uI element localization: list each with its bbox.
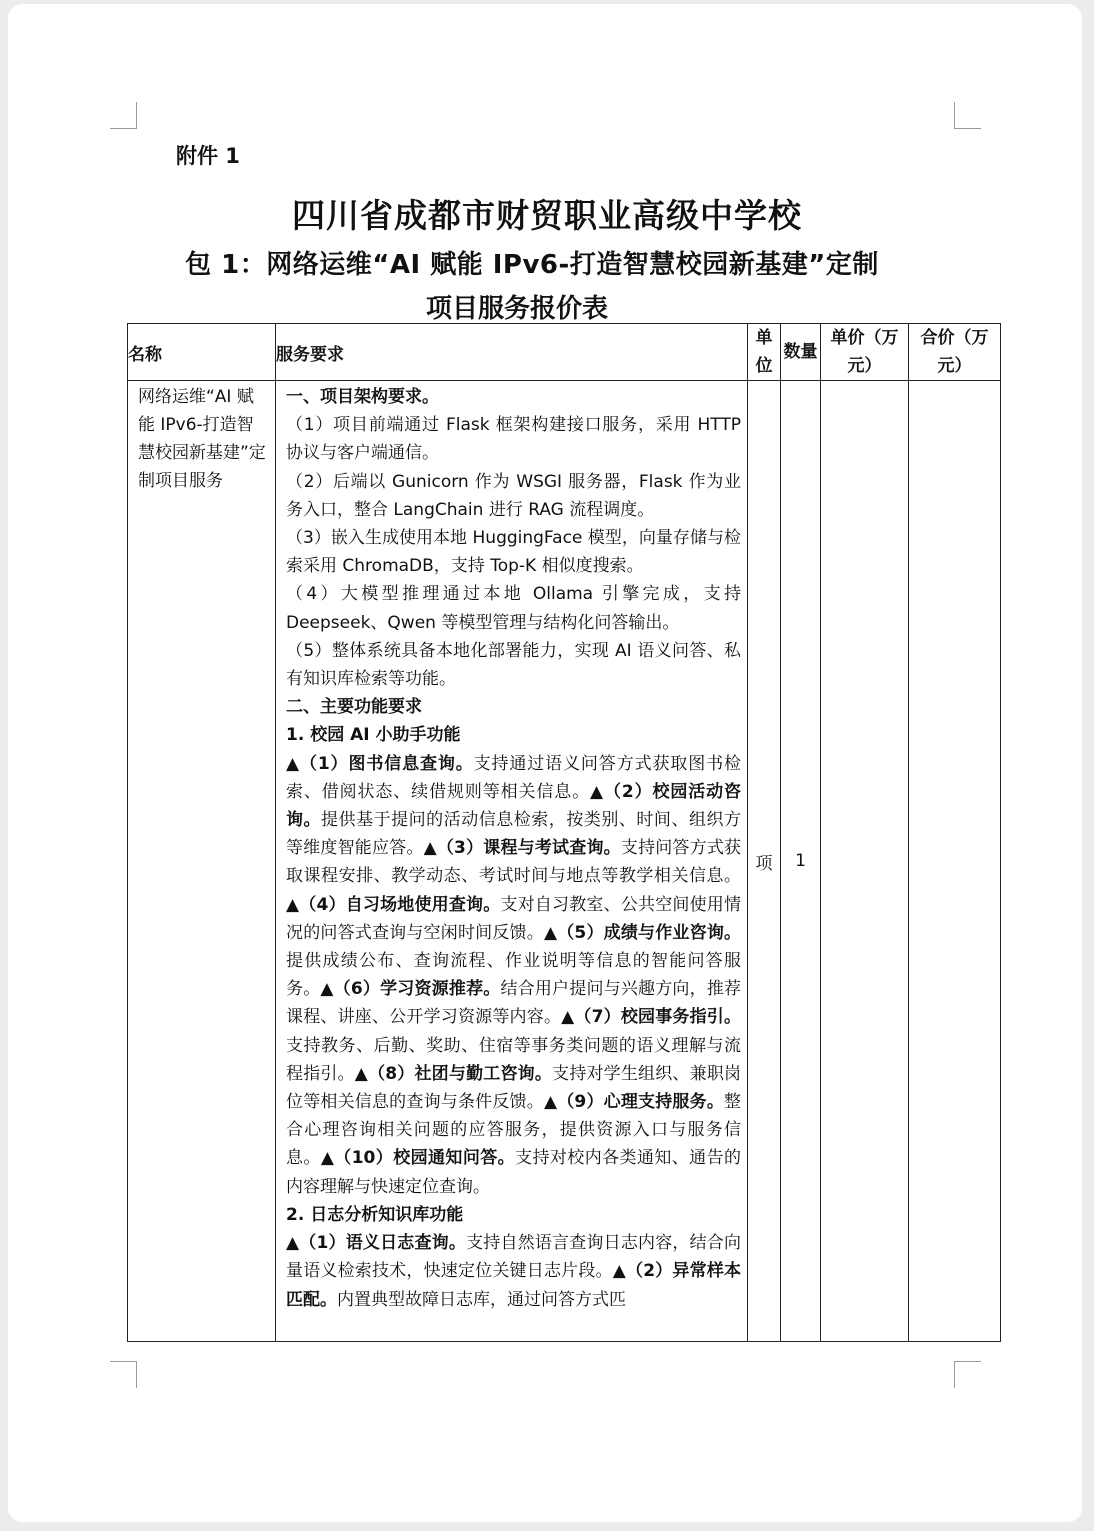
feature-name: 社团与勤工咨询。 (414, 1063, 553, 1084)
subsection-1-title: 1. 校园 AI 小助手功能 (286, 725, 461, 746)
header-unit: 单位 (748, 324, 781, 381)
table-header-row (128, 324, 1001, 381)
header-unit-price: 单价（万元） (821, 324, 909, 381)
feature-marker: ▲（7） (561, 1007, 621, 1028)
feature-name: 图书信息查询。 (348, 753, 474, 774)
feature-name: 学习资源推荐。 (380, 979, 501, 1000)
list-item: （3）嵌入生成使用本地 HuggingFace 模型，向量存储与检索采用 ChromaDB，支持 Top-K 相似度搜索。 (286, 528, 741, 577)
feature-marker: ▲（2） (612, 1261, 673, 1282)
feature-name: 语义日志查询。 (345, 1233, 467, 1254)
feature-name: 课程与考试查询。 (483, 838, 621, 859)
list-item: （2）后端以 Gunicorn 作为 WSGI 服务器，Flask 作为业务入口，整合 LangChain 进行 RAG 流程调度。 (286, 471, 741, 520)
document-title: 四川省成都市财贸职业高级中学校 (292, 196, 802, 235)
feature-marker: ▲（4） (286, 894, 346, 915)
list-item: （1）项目前端通过 Flask 框架构建接口服务，采用 HTTP 协议与客户端通信。 (286, 415, 741, 464)
feature-description: 支持对校内各类通知、通告的内容理解与快速定位查询。 (286, 1148, 742, 1197)
cell-unit-price (821, 381, 909, 1342)
feature-description: 支持教务、后勤、奖助、住宿等事务类问题的语义理解与流程指引。 (286, 1035, 741, 1084)
cell-quantity: 1 (781, 381, 821, 1342)
feature-marker: ▲（9） (543, 1092, 604, 1113)
feature-marker: ▲（6） (320, 979, 381, 1000)
feature-name: 异常样本匹配。 (286, 1261, 742, 1310)
header-name: 名称 (128, 324, 276, 381)
crop-mark-top-left (110, 102, 137, 129)
feature-name: 校园事务指引。 (620, 1007, 742, 1028)
list-item: （4）大模型推理通过本地 Ollama 引擎完成，支持 Deepseek、Qwen 等模型管理与结构化问答输出。 (286, 584, 741, 633)
header-requirements: 服务要求 (276, 324, 748, 381)
feature-marker: ▲（8） (354, 1063, 415, 1084)
feature-description: 内置典型故障日志库，通过问答方式匹 (337, 1289, 626, 1310)
attachment-label: 附件 1 (176, 144, 240, 168)
crop-mark-top-right (954, 102, 981, 129)
section-1-title: 一、项目架构要求。 (286, 387, 439, 407)
quotation-table (127, 323, 1001, 1342)
section-2-title: 二、主要功能要求 (286, 697, 422, 718)
subsection-2-features (286, 1229, 741, 1314)
cell-total-price (909, 381, 1001, 1342)
feature-marker: ▲（10） (320, 1148, 394, 1169)
feature-name: 成绩与作业咨询。 (603, 922, 742, 943)
document-subtitle: 包 1：网络运维“AI 赋能 IPv6-打造智慧校园新基建”定制 (185, 250, 879, 280)
feature-description: 支持对学生组织、兼职岗位等相关信息的查询与条件反馈。 (286, 1063, 742, 1113)
feature-description: 支持通过语义问答方式获取图书检索、借阅状态、续借规则等相关信息。 (286, 753, 741, 802)
feature-marker: ▲（2） (590, 781, 653, 802)
feature-name: 校园活动咨询。 (286, 781, 742, 831)
feature-description: 提供基于提问的活动信息检索，按类别、时间、组织方等维度智能应答。 (286, 810, 742, 859)
feature-marker: ▲（3） (423, 838, 484, 859)
feature-marker: ▲（1） (286, 753, 349, 774)
feature-name: 心理支持服务。 (603, 1092, 725, 1113)
crop-mark-bottom-right (954, 1361, 981, 1388)
feature-description: 支持自然语言查询日志内容，结合向量语义检索技术，快速定位关键日志片段。 (286, 1233, 742, 1282)
header-total-price: 合价（万元） (909, 324, 1001, 381)
feature-description: 支持问答方式获取课程安排、教学动态、考试时间与地点等教学相关信息。 (286, 838, 742, 887)
cell-unit: 项 (748, 381, 781, 1342)
feature-name: 校园通知问答。 (393, 1148, 516, 1169)
crop-mark-bottom-left (110, 1361, 137, 1388)
feature-description: 支对自习教室、公共空间使用情况的问答式查询与空闲时间反馈。 (286, 894, 741, 943)
cell-requirements (276, 381, 748, 1342)
feature-marker: ▲（1） (286, 1233, 346, 1254)
subsection-1-features (286, 750, 741, 1201)
feature-marker: ▲（5） (543, 922, 604, 943)
list-item: （5）整体系统具备本地化部署能力，实现 AI 语义问答、私有知识库检索等功能。 (286, 640, 741, 690)
feature-description: 整合心理咨询相关问题的应答服务，提供资源入口与服务信息。 (286, 1092, 742, 1169)
document-subtitle-2: 项目服务报价表 (425, 294, 608, 324)
feature-description: 结合用户提问与兴趣方向，推荐课程、讲座、公开学习资源等内容。 (286, 979, 742, 1028)
subsection-2-title: 2. 日志分析知识库功能 (286, 1204, 464, 1225)
section-1-items (286, 411, 741, 693)
feature-name: 自习场地使用查询。 (345, 894, 501, 915)
cell-name: 网络运维“AI 赋能 IPv6-打造智慧校园新基建”定制项目服务 (128, 381, 276, 1342)
feature-description: 提供成绩公布、查询流程、作业说明等信息的智能问答服务。 (286, 951, 741, 1000)
table-row (128, 381, 1001, 1342)
header-quantity: 数量 (781, 324, 821, 381)
